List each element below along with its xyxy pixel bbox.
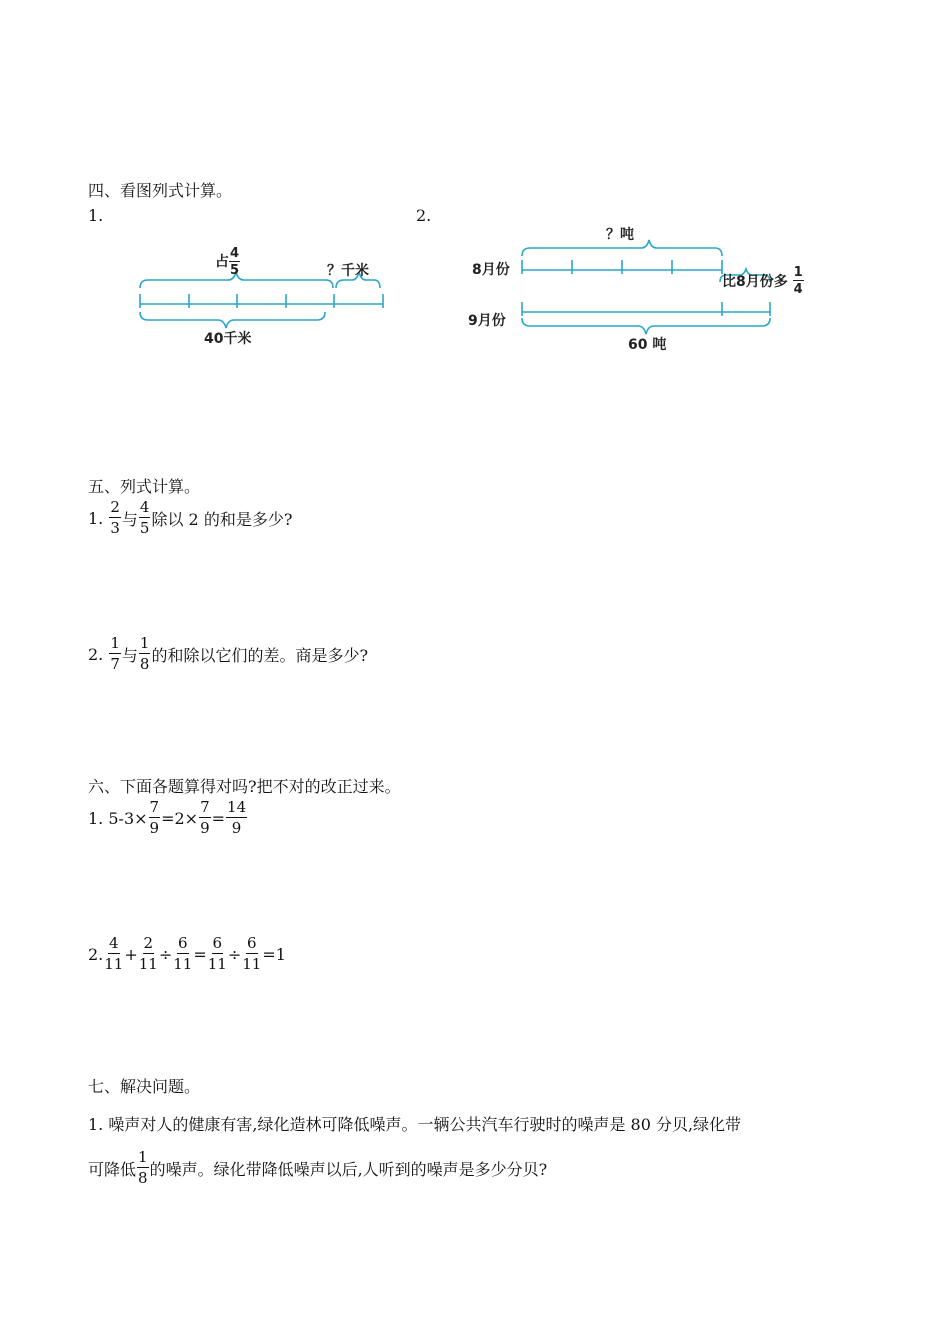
question-number: 2.: [88, 644, 104, 664]
denominator: 5: [230, 263, 240, 278]
operator: +: [124, 944, 138, 964]
operator: =: [193, 944, 207, 964]
denominator: 11: [138, 955, 158, 973]
section6-heading: 六、下面各题算得对吗?把不对的改正过来。: [88, 777, 401, 796]
bottom-brace: [140, 312, 325, 328]
fraction-7-9-b: [199, 800, 211, 836]
numerator: 6: [178, 934, 188, 952]
section7-question-1-line-2: [88, 1150, 547, 1186]
denominator: 11: [207, 955, 227, 973]
numerator: 1: [110, 634, 120, 652]
fraction-2-11: [139, 936, 158, 972]
fraction-6-11-b: [208, 936, 227, 972]
numerator: 1: [793, 265, 803, 280]
numerator: 4: [139, 498, 150, 516]
section7-heading: 七、解决问题。: [88, 1077, 201, 1096]
more-than-august-label: [722, 266, 804, 296]
bottom-brace-60t: [522, 318, 770, 334]
fraction-6-11-c: [242, 936, 261, 972]
operator: =2×: [161, 808, 199, 828]
question-text: 除以 2 的和是多少?: [151, 509, 293, 529]
fraction-1-7: [109, 636, 121, 672]
operator: ÷: [227, 944, 242, 964]
numerator: 2: [143, 934, 154, 952]
q1-number: 1.: [88, 206, 104, 225]
numerator: 4: [109, 934, 119, 952]
unknown-km-label: ？千米: [327, 263, 369, 279]
numerator: 1: [138, 1148, 148, 1166]
total-60t-label: 60 吨: [628, 337, 667, 353]
fraction-14-9: [226, 800, 247, 836]
unknown-ton-label: ？吨: [606, 227, 634, 243]
fraction-7-9-a: [149, 800, 161, 836]
segment-diagram-1: [130, 240, 400, 360]
section5-question-1: [88, 500, 292, 536]
fraction-1-8: [137, 1150, 149, 1186]
section4-heading: 四、看图列式计算。: [88, 181, 233, 200]
denominator: 9: [149, 819, 160, 837]
conjunction-text: 与: [121, 645, 138, 665]
section5-heading: 五、列式计算。: [88, 477, 201, 496]
question-text: 的噪声。绿化带降低噪声以后,人听到的噪声是多少分贝?: [149, 1159, 548, 1179]
section5-question-2: [88, 636, 368, 672]
fraction-4-5: [139, 500, 151, 536]
september-label: 9月份: [468, 313, 506, 329]
denominator: 9: [200, 819, 210, 837]
denominator: 3: [110, 519, 120, 537]
section7-question-1-line-1: 1. 噪声对人的健康有害,绿化造林可降低噪声。一辆公共汽车行驶时的噪声是 80 分贝,绿化带: [88, 1115, 742, 1134]
top-label-prefix: 占: [215, 254, 229, 270]
numerator: 4: [230, 246, 240, 261]
denominator: 9: [231, 819, 242, 837]
numerator: 14: [227, 798, 247, 816]
denominator: 4: [793, 282, 803, 297]
numerator: 6: [247, 934, 257, 952]
fraction-1-4: [793, 266, 804, 296]
denominator: 11: [104, 955, 124, 973]
expression-start: 1. 5-3×: [88, 808, 148, 828]
numerator: 7: [200, 798, 210, 816]
denominator: 11: [242, 955, 262, 973]
segment-diagram-2: [460, 222, 830, 362]
conjunction-text: 与: [121, 509, 138, 529]
section6-question-1: [88, 800, 248, 836]
total-40km-label: 40千米: [204, 331, 252, 347]
fraction-4-11: [104, 936, 123, 972]
section6-question-2: [88, 936, 286, 972]
operator: =: [211, 808, 226, 828]
q2-number: 2.: [416, 206, 432, 225]
numerator: 1: [139, 634, 150, 652]
fraction-2-3: [109, 500, 121, 536]
fraction-6-11-a: [173, 936, 192, 972]
question-number: 2.: [88, 944, 104, 964]
fraction-1-8: [139, 636, 151, 672]
question-text: 的和除以它们的差。商是多少?: [151, 645, 369, 665]
diagram-1-lines: [130, 240, 400, 360]
numerator: 2: [110, 498, 120, 516]
denominator: 5: [139, 519, 150, 537]
numerator: 7: [149, 798, 160, 816]
more-than-label-text: 比8月份多: [722, 274, 788, 290]
denominator: 11: [173, 955, 193, 973]
denominator: 8: [138, 1169, 148, 1187]
denominator: 7: [110, 655, 120, 673]
top-label-4-5: [215, 247, 240, 277]
denominator: 8: [139, 655, 150, 673]
operator: =1: [262, 944, 286, 964]
fraction-4-5: [229, 247, 240, 277]
question-number: 1.: [88, 508, 104, 528]
question-text: 可降低: [88, 1159, 137, 1179]
numerator: 6: [212, 934, 223, 952]
operator: ÷: [158, 944, 173, 964]
august-label: 8月份: [472, 262, 510, 278]
